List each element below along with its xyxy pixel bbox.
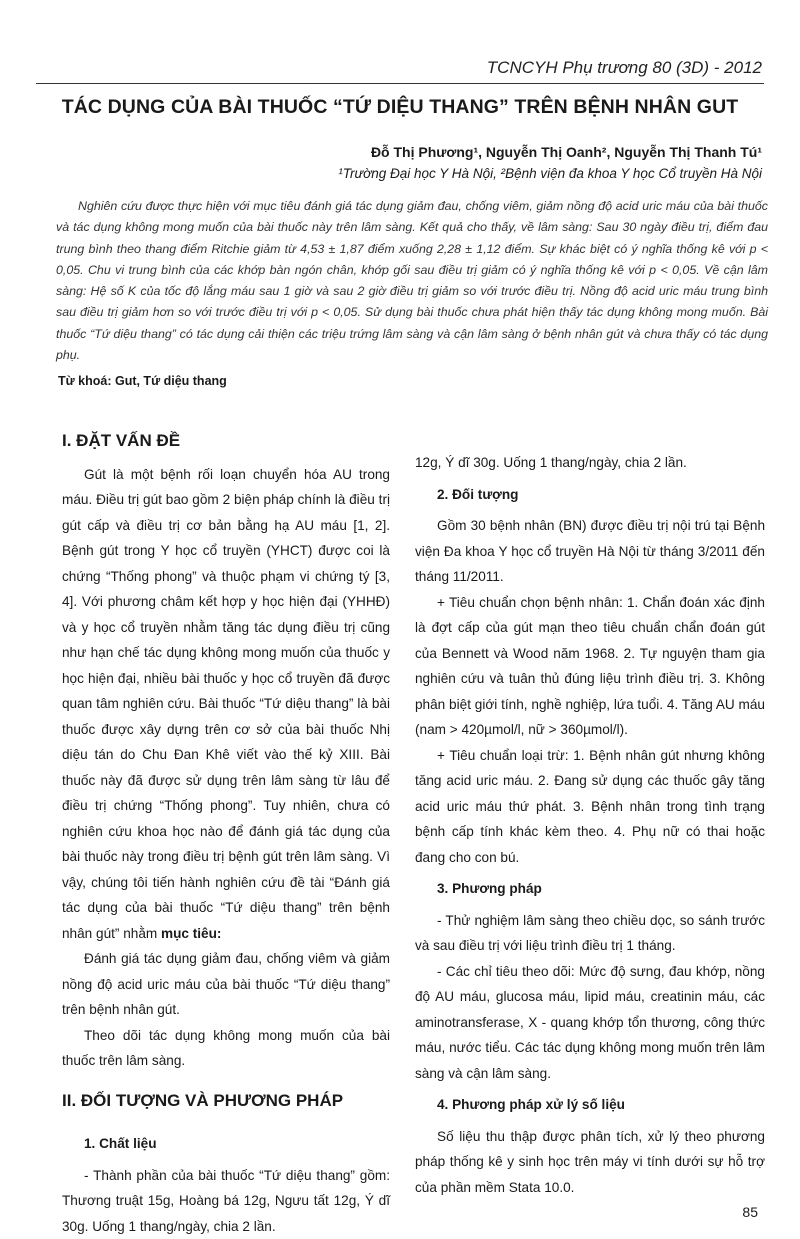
bold-text: mục tiêu:	[161, 925, 222, 941]
paragraph: Đánh giá tác dụng giảm đau, chống viêm và giảm nồng độ acid uric máu của bài thuốc “Tứ diệu thang” trên bệnh nhân gút.	[62, 951, 390, 1017]
section-heading: II. ĐỐI TƯỢNG VÀ PHƯƠNG PHÁP	[62, 1090, 344, 1110]
subsection-heading: 1. Chất liệu	[84, 1136, 157, 1151]
paragraph: - Thử nghiệm lâm sàng theo chiều dọc, so sánh trước và sau điều trị với liệu trình điều trị 1 tháng.	[415, 912, 765, 953]
paragraph: Gồm 30 bệnh nhân (BN) được điều trị nội trú tại Bệnh viện Đa khoa Y học cổ truyền Hà Nội từ tháng 3/2011 đến tháng 11/2011.	[415, 518, 765, 584]
paragraph: + Tiêu chuẩn chọn bệnh nhân: 1. Chẩn đoán xác định là đợt cấp của gút mạn theo tiêu chuẩn chẩn đoán gút của Bennett và Wood năm 1968. 2. Tự nguyện tham gia nghiên cứu và tuân thủ đúng liệu trình điều trị. 3. Không phân biệt giới tính, nghề nghiệp, lứa tuổi. 4. Tăng AU máu (nam > 420µmol/l, nữ > 360µmol/l).	[415, 594, 765, 737]
paper-title: TÁC DỤNG CỦA BÀI THUỐC “TỨ DIỆU THANG” TRÊN BỆNH NHÂN GUT	[61, 96, 739, 118]
section-heading: I. ĐẶT VẤN ĐỀ	[62, 431, 181, 450]
paragraph: - Thành phần của bài thuốc “Tứ diệu thang” gồm: Thương truật 15g, Hoàng bá 12g, Ngưu tất 12g, Ý dĩ 30g. Uống 1 thang/ngày, chia 2 lần.	[62, 1167, 390, 1234]
affiliations: ¹Trường Đại học Y Hà Nội, ²Bệnh viện đa khoa Y học Cổ truyền Hà Nội	[338, 166, 762, 181]
subsection-heading: 3. Phương pháp	[437, 881, 542, 896]
paragraph: Số liệu thu thập được phân tích, xử lý theo phương pháp thống kê y sinh học trên máy vi tính dưới sự hỗ trợ của phần mềm Stata 10.0.	[415, 1128, 765, 1195]
paragraph: - Các chỉ tiêu theo dõi: Mức độ sưng, đau khớp, nồng độ AU máu, glucosa máu, lipid máu, creatinin máu, các aminotransferase, X - quang khớp tổn thương, công thức máu, nước tiểu. Các tác dụng không mong muốn trên lâm sàng và cận lâm sàng.	[415, 963, 765, 1081]
subsection-heading: 4. Phương pháp xử lý số liệu	[437, 1097, 625, 1112]
paragraph: Theo dõi tác dụng không mong muốn của bài thuốc trên lâm sàng.	[62, 1027, 390, 1068]
abstract-block	[56, 196, 768, 388]
keywords: Từ khoá: Gut, Tứ diệu thang	[58, 374, 227, 389]
abstract: Nghiên cứu được thực hiện với mục tiêu đánh giá tác dụng giảm đau, chống viêm, giảm nồng độ acid uric máu của bài thuốc và tác dụng không mong muốn của bài thuốc này trên lâm sàng. Kết quả cho thấy, về lâm sàng: Sau 30 ngày điều trị, điểm đau trung bình theo thang điểm Ritchie giảm từ 4,53 ± 1,87 điểm xuống 2,28 ± 1,12 điểm. Sự khác biệt có ý nghĩa thống kê với p < 0,05. Chu vi trung bình của các khớp bàn ngón chân, khớp gối sau điều trị giảm có ý nghĩa thống kê với p < 0,05. Về cận lâm sàng: Hệ số K của tốc độ lắng máu sau 1 giờ và sau 2 giờ điều trị giảm so với trước điều trị. Nồng độ acid uric máu trung bình sau điều trị giảm hơn so với trước điều trị với p < 0,05. Sử dụng bài thuốc chưa phát hiện thấy tác dụng không mong muốn. Bài thuốc “Tứ diệu thang” có tác dụng cải thiện các triệu trứng lâm sàng và cận lâm sàng ở bệnh nhân gút và chưa thấy có tác dụng phụ.	[56, 199, 768, 363]
header-rule	[36, 83, 764, 84]
right-column	[415, 450, 765, 1195]
page-number: 85	[742, 1204, 758, 1220]
subsection-heading: 2. Đối tượng	[437, 486, 519, 502]
left-column	[62, 428, 390, 1234]
running-header: TCNCYH Phụ trương 80 (3D) - 2012	[486, 58, 762, 77]
paragraph: + Tiêu chuẩn loại trừ: 1. Bệnh nhân gút nhưng không tăng acid uric máu. 2. Đang sử dụng các thuốc gây tăng acid uric máu thứ phát. 3. Bệnh nhân trong tình trạng bệnh cấp tính khác kèm theo. 4. Phụ nữ có thai hoặc đang cho con bú.	[415, 747, 765, 865]
paragraph: 12g, Ý dĩ 30g. Uống 1 thang/ngày, chia 2 lần.	[415, 455, 687, 470]
authors: Đỗ Thị Phương¹, Nguyễn Thị Oanh², Nguyễn Thị Thanh Tú¹	[370, 144, 762, 160]
paragraph	[62, 462, 390, 947]
paragraph-text: Gút là một bệnh rối loạn chuyển hóa AU trong máu. Điều trị gút bao gồm 2 biện pháp chính là điều trị gút cấp và điều trị cơ bản bằng hạ AU máu [1, 2]. Bệnh gút trong Y học cổ truyền (YHCT) được coi là chứng “Thống phong” và thuộc phạm vi chứng tý [3, 4]. Với phương châm kết hợp y học hiện đại (YHHĐ) và y học cổ truyền nhằm tăng tác dụng điều trị cũng như hạn chế tác dụng không mong muốn của thuốc y học hiện đại, nhiều bài thuốc y học cổ truyền đã được quan tâm nghiên cứu. Bài thuốc “Tứ diệu thang” là bài thuốc được xây dựng trên cơ sở của bài thuốc Nhị diệu tán do Chu Đan Khê viết vào thế kỷ XIII. Bài thuốc này đã được sử dụng trên lâm sàng từ lâu để điều trị chứng “Thống phong”. Tuy nhiên, chưa có nghiên cứu khoa học nào để đánh giá tác dụng của bài thuốc này trong điều trị bệnh gút trên lâm sàng. Vì vậy, chúng tôi tiến hành nghiên cứu đề tài “Đánh giá tác dụng của bài thuốc “Tứ diệu thang” trên bệnh nhân gút” nhằm	[62, 466, 390, 941]
